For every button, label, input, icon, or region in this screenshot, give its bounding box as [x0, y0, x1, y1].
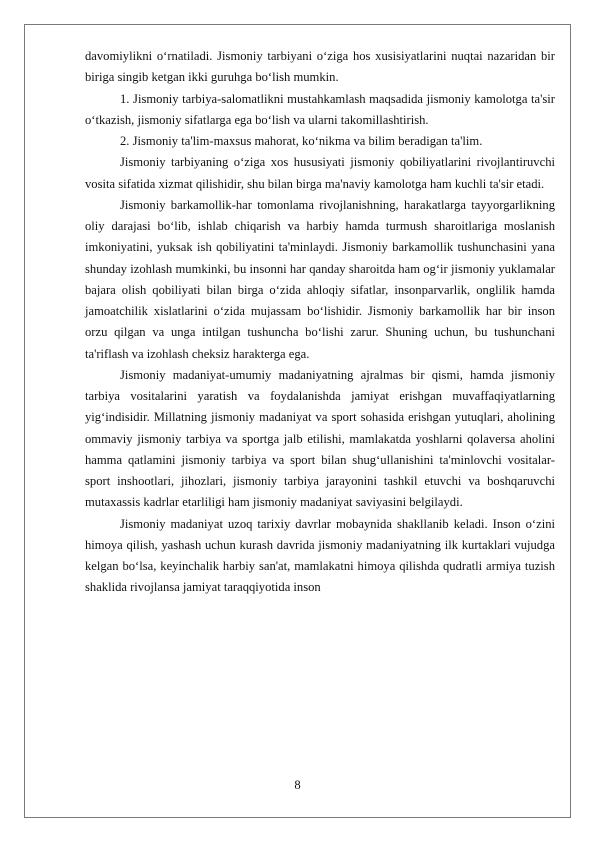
paragraph-continuation: davomiylikni o‘rnatiladi. Jismoniy tarbiyani o‘ziga hos xusisiyatlarini nuqtai nazaridan bir biriga singib ketgan ikki guruhga bo‘lish mumkin. [85, 49, 555, 85]
paragraph-jismoniy-tarbiya: Jismoniy tarbiyaning o‘ziga xos hususiyati jismoniy qobiliyatlarini rivojlantiruvchi vosita sifatida xizmat qilishidir, shu bilan birga ma'naviy kamolotga ham kuchli ta'sir etadi. [85, 155, 555, 191]
paragraph-item-1: 1. Jismoniy tarbiya-salomatlikni mustahkamlash maqsadida jismoniy kamolotga ta'sir o‘tkazish, jismoniy sifatlarga ega bo‘lish va ularni takomillashtirish. [85, 91, 555, 127]
paragraph-jismoniy-barkamollik: Jismoniy barkamollik-har tomonlama rivojlanishning, harakatlarga tayyorgarlikning oliy darajasi bo‘lib, ishlab chiqarish va harbiy hamda turmush sharoitlariga moslanish imkoniyatini, yuksak ish qobiliyatini ta'minlaydi. Jismoniy barkamollik tushunchasini yana shunday izohlash mumkinki, bu insonni har qanday sharoitda ham og‘ir jismoniy yuklamalar bajara olish qobiliyati bilan birga o‘zida ahloqiy sifatlar, insonparvarlik, onglilik hamda jamoatchilik xislatlarini o‘zida mujassam bo‘lishidir. Jismoniy barkamollik har bir inson orzu qilgan va unga intilgan tushuncha bo‘lishi zarur. Shuning uchun, bu tushunchani ta'riflash va izohlash cheksiz harakterga ega. [85, 197, 555, 361]
document-body [85, 46, 555, 599]
page-number: 8 [294, 778, 301, 792]
paragraph-item-2: 2. Jismoniy ta'lim-maxsus mahorat, ko‘nikma va bilim beradigan ta'lim. [120, 134, 483, 148]
paragraph-tarixiy-davrlar: Jismoniy madaniyat uzoq tarixiy davrlar mobaynida shakllanib keladi. Inson o‘zini himoya qilish, yashash uchun kurash davrida jismoniy madaniyatning ilk kurtaklari vujudga kelgan bo‘lsa, keyinchalik harbiy san'at, mamlakatni himoya qilishda qudratli armiya tuzish shaklida rivojlansa jamiyat taraqqiyotida inson [85, 516, 555, 595]
paragraph-jismoniy-madaniyat: Jismoniy madaniyat-umumiy madaniyatning ajralmas bir qismi, hamda jismoniy tarbiya vositalarini yaratish va foydalanishda jamiyat erishgan muvaffaqiyatlarning yig‘indisidir. Millatning jismoniy madaniyat va sport sohasida erishgan yutuqlari, aholining ommaviy jismoniy tarbiya va sportga jalb etilishi, mamlakatda yoshlarni qolaversa aholini hamma qatlamini jismoniy tarbiya va sport bilan shug‘ullanishini ta'minlovchi vositalar-sport inshootlari, jihozlari, jismoniy tarbiya jarayonini tashkil etuvchi va boshqaruvchi mutaxassis kadrlar etarliligi ham jismoniy madaniyat saviyasini belgilaydi. [85, 367, 555, 510]
